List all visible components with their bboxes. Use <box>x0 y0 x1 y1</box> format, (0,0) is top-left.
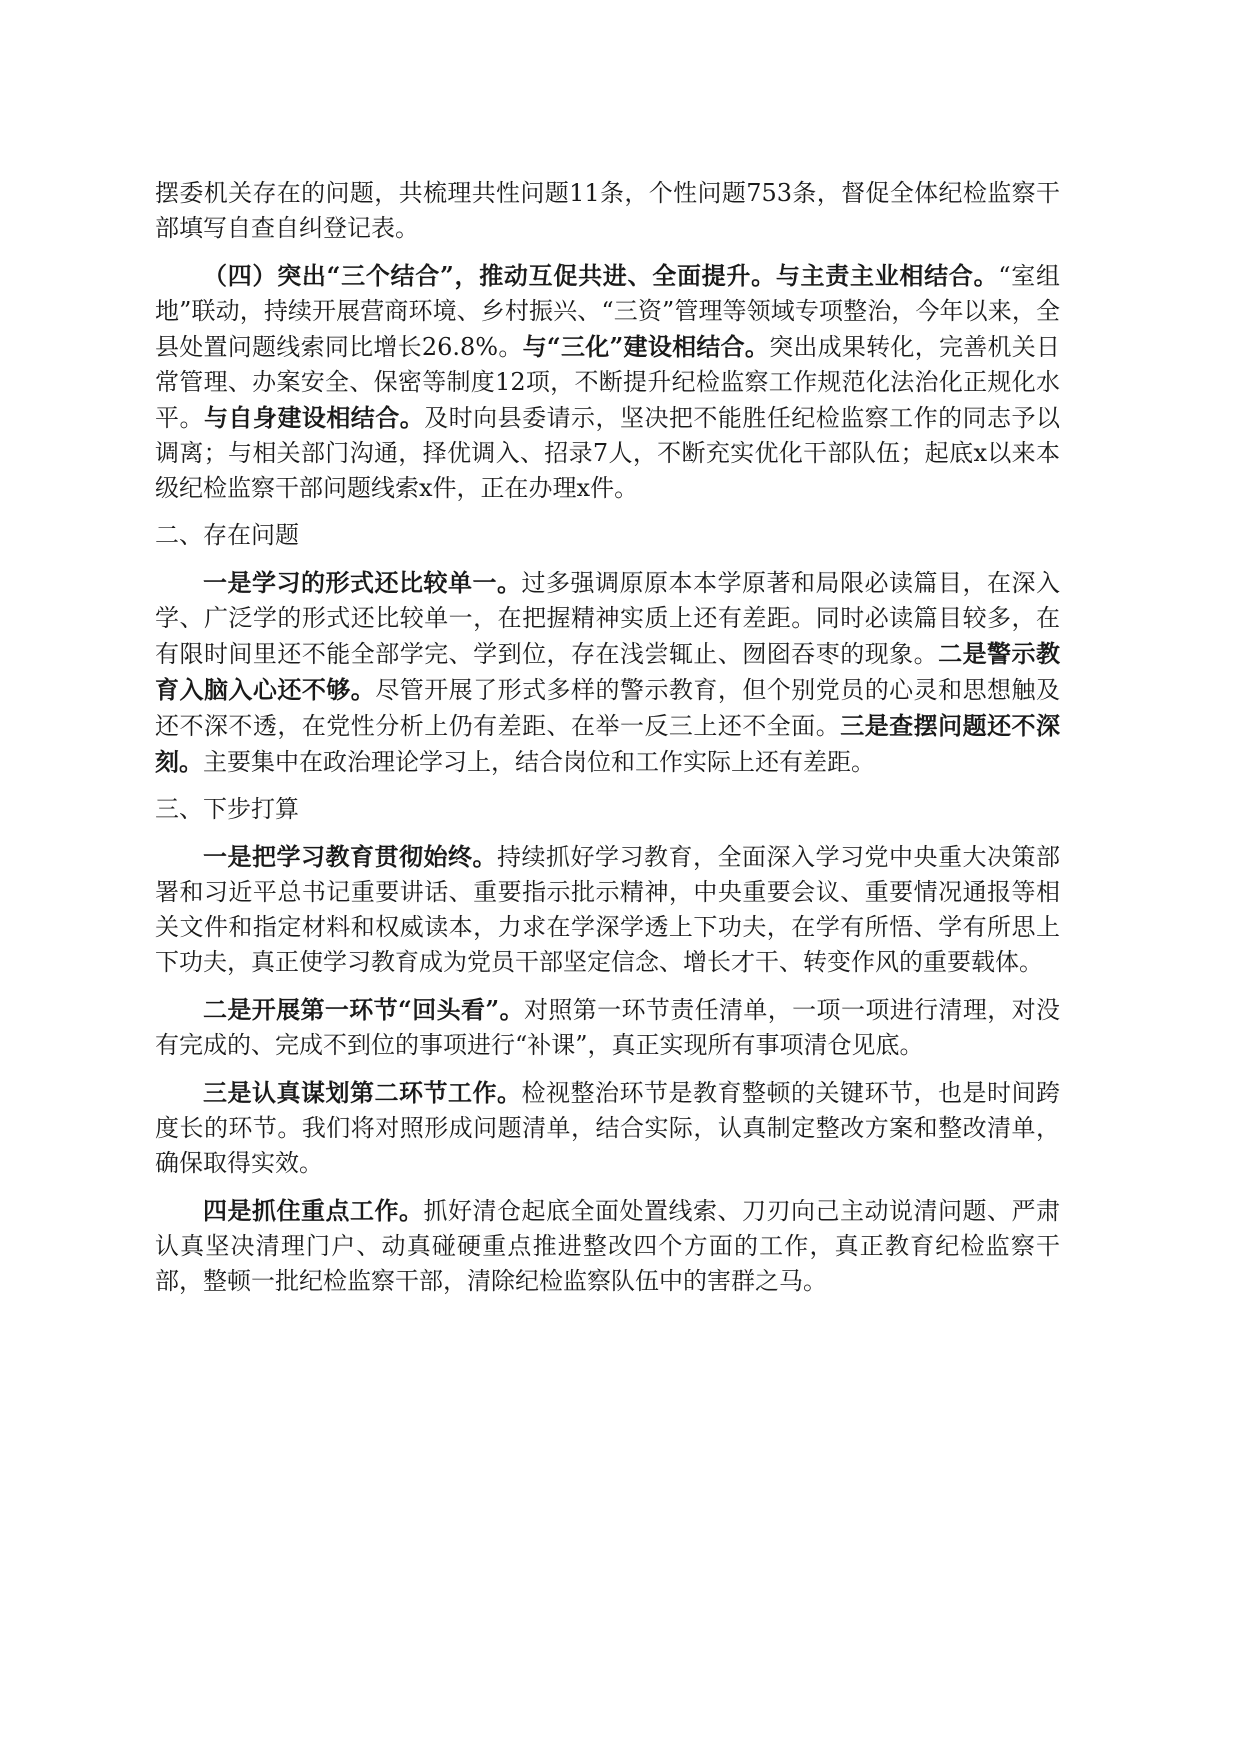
plan-1-text: 持续抓好学习教育，全面深入学习党中央重大决策部署和习近平总书记重要讲话、重要指示批示精神，中央重要会议、重要情况通报等相关文件和指定材料和权威读本，力求在学深学透上下功夫，在学有所悟、学有所思上下功夫，真正使学习教育成为党员干部坚定信念、增长才干、转变作风的重要载体。 <box>155 843 1060 976</box>
plan-3-text: 检视整治环节是教育整顿的关键环节，也是时间跨度长的环节。我们将对照形成问题清单，结合实际，认真制定整改方案和整改清单，确保取得实效。 <box>155 1079 1060 1177</box>
section-four-point3-label: 与自身建设相结合。 <box>203 403 425 432</box>
section-four-paragraph <box>155 258 1060 506</box>
problem-2-text: 尽管开展了形式多样的警示教育，但个别党员的心灵和思想触及还不深不透，在党性分析上仍有差距、在举一反三上还不全面。 <box>155 676 1060 740</box>
plan-3-label: 三是认真谋划第二环节工作。 <box>203 1078 522 1107</box>
section-four-point1-label: 与主责主业相结合。 <box>775 261 999 290</box>
plan-2-paragraph <box>155 992 1060 1063</box>
section-three-heading: 三、下步打算 <box>155 795 299 823</box>
problem-1-text: 过多强调原原本本学原著和局限必读篇目，在深入学、广泛学的形式还比较单一，在把握精神实质上还有差距。同时必读篇目较多，在有限时间里还不能全部学完、学到位，存在浅尝辄止、囫囵吞枣的现象。 <box>155 569 1060 668</box>
problem-3-text: 主要集中在政治理论学习上，结合岗位和工作实际上还有差距。 <box>203 748 875 776</box>
plan-4-text: 抓好清仓起底全面处置线索、刀刃向己主动说清问题、严肃认真坚决清理门户、动真碰硬重点推进整改四个方面的工作，真正教育纪检监察干部，整顿一批纪检监察干部，清除纪检监察队伍中的害群之马。 <box>155 1197 1060 1295</box>
document-page <box>155 176 1060 1311</box>
section-four-point1-text: “室组地”联动，持续开展营商环境、乡村振兴、“三资”管理等领域专项整治，今年以来，全县处置问题线索同比增长26.8%。 <box>155 262 1061 361</box>
section-four-point3-text: 及时向县委请示，坚决把不能胜任纪检监察工作的同志予以调离；与相关部门沟通，择优调入、招录7人，不断充实优化干部队伍；起底x以来本级纪检监察干部问题线索x件，正在办理x件。 <box>155 404 1061 502</box>
section-four-point2-text: 突出成果转化，完善机关日常管理、办案安全、保密等制度12项，不断提升纪检监察工作规范化法治化正规化水平。 <box>155 333 1060 432</box>
continuation-paragraph: 摆委机关存在的问题，共梳理共性问题11条，个性问题753条，督促全体纪检监察干部填写自查自纠登记表。 <box>155 179 1060 242</box>
section-two-heading: 二、存在问题 <box>155 521 299 549</box>
plan-1-label: 一是把学习教育贯彻始终。 <box>203 842 497 871</box>
plan-4-paragraph <box>155 1193 1060 1299</box>
plan-2-text: 对照第一环节责任清单，一项一项进行清理，对没有完成的、完成不到位的事项进行“补课”，真正实现所有事项清仓见底。 <box>155 996 1061 1059</box>
problem-1-label: 一是学习的形式还比较单一。 <box>203 568 522 597</box>
problem-2-label: 二是警示教育入脑入心还不够。 <box>155 639 1060 704</box>
plan-3-paragraph <box>155 1075 1060 1181</box>
section-two-paragraph <box>155 565 1060 780</box>
problem-3-label: 三是查摆问题还不深刻。 <box>155 711 1061 776</box>
plan-1-paragraph <box>155 839 1060 980</box>
plan-4-label: 四是抓住重点工作。 <box>203 1196 424 1225</box>
section-four-title: （四）突出“三个结合”，推动互促共进、全面提升。 <box>203 261 776 290</box>
plan-2-label: 二是开展第一环节“回头看”。 <box>203 995 524 1024</box>
section-four-point2-label: 与“三化”建设相结合。 <box>522 332 770 361</box>
